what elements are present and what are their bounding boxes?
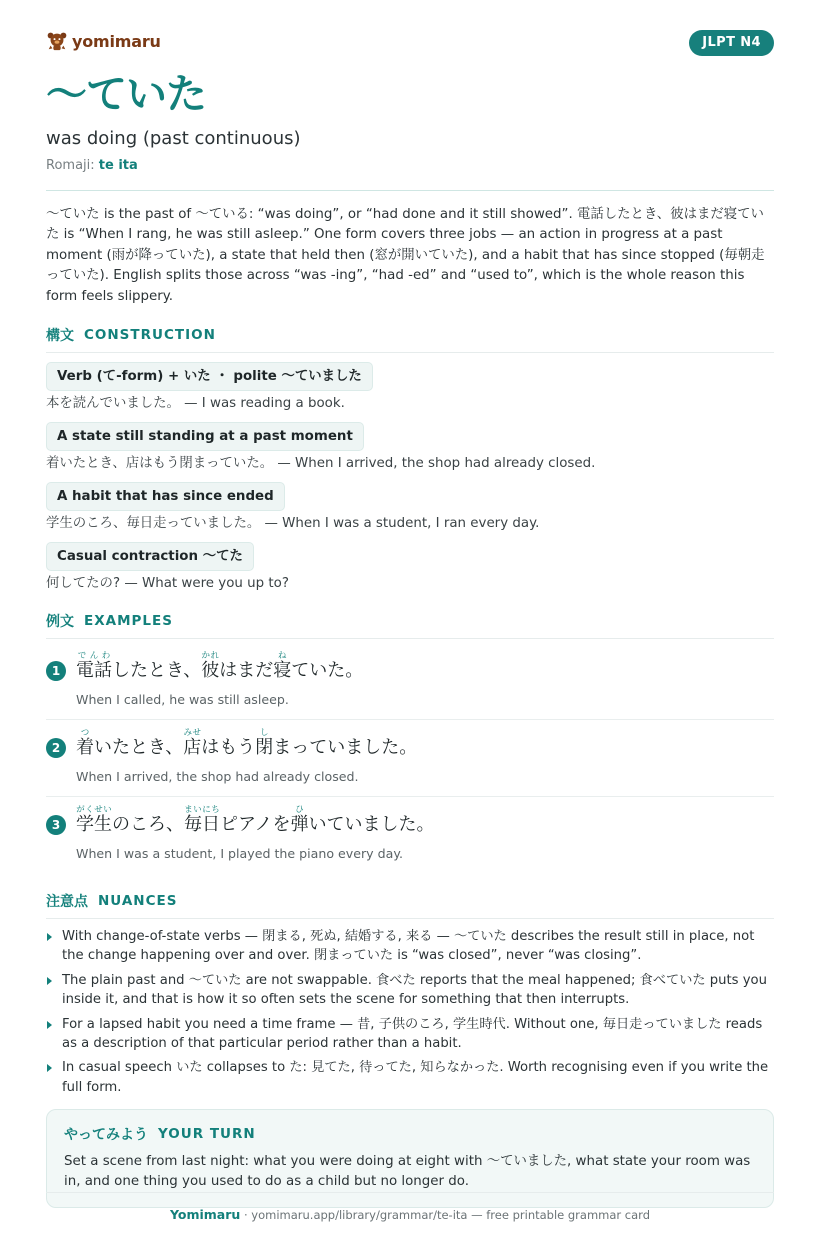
sentence-text: ていた。 <box>291 660 364 682</box>
your-turn-heading-jp: やってみよう <box>64 1127 148 1144</box>
examples-list <box>46 643 774 873</box>
sentence-text: いたとき、 <box>94 737 184 759</box>
arrow-bullet-icon <box>47 933 52 941</box>
furigana-reading: まいにち <box>184 805 220 816</box>
nuance-text: The plain past and 〜ていた are not swappable. 食べた reports that the meal happened; 食べていた puts you inside it, and that is how it so often sets the scene for something that then interrupts. <box>62 972 767 1008</box>
examples-heading <box>46 611 774 639</box>
construction-heading-en: CONSTRUCTION <box>84 327 216 344</box>
furigana-word: 毎日まいにち <box>184 805 220 836</box>
nuance-text: For a lapsed habit you need a time frame — 昔, 子供のころ, 学生時代. Without one, 毎日走っていました reads as a description of that particular period rather than a habit. <box>62 1016 763 1052</box>
your-turn-text: Set a scene from last night: what you were doing at eight with 〜ていました, what state your room was in, and one thing you used to do as a child but no longer do. <box>64 1154 751 1189</box>
construction-pattern: A habit that has since ended <box>46 482 285 511</box>
furigana-word: 店みせ <box>183 728 202 759</box>
nuances-heading-jp: 注意点 <box>46 894 88 911</box>
nuance-text: With change-of-state verbs — 閉まる, 死ぬ, 結婚する, 来る — 〜ていた describes the result still in place, not the change happening over and over. 閉まっていた is “was closed”, never “was closing”. <box>62 929 755 964</box>
furigana-reading: かれ <box>201 651 220 662</box>
furigana-word: 着つ <box>76 728 94 759</box>
furigana-reading: ね <box>273 651 292 662</box>
nuance-item <box>46 971 774 1010</box>
construction-item <box>46 422 774 473</box>
arrow-bullet-icon <box>47 1064 52 1072</box>
arrow-bullet-icon <box>47 1021 52 1029</box>
bear-mascot-icon <box>46 30 68 52</box>
example-translation: When I was a student, I played the piano every day. <box>76 846 403 862</box>
example-item <box>46 720 774 797</box>
nuances-list <box>46 927 774 1097</box>
footer-text[interactable]: · yomimaru.app/library/grammar/te-ita — free printable grammar card <box>243 1208 650 1222</box>
furigana-reading: つ <box>76 728 94 739</box>
construction-example: 本を読んでいました。 — I was reading a book. <box>46 396 345 412</box>
intro-paragraph: 〜ていた is the past of 〜ている: “was doing”, or “had done and it still showed”. 電話したとき、彼はまだ寝ていた is “When I rang, he was still asleep.” One form covers three jobs — an action in progress at a past moment (雨が降っていた), a state that held then (窓が開いていた), and a habit that has since stopped (毎朝走っていた). English splits those across “was -ing”, “had -ed” and “used to”, which is the whole reason this form feels slippery. <box>46 207 765 304</box>
sentence-text: いていました。 <box>308 814 435 836</box>
furigana-reading: でんわ <box>76 651 112 662</box>
level-badge: JLPT N4 <box>689 30 774 56</box>
footer <box>46 1192 774 1222</box>
your-turn-heading-en: YOUR TURN <box>158 1126 256 1143</box>
construction-item <box>46 362 774 413</box>
divider <box>46 190 774 191</box>
example-translation: When I called, he was still asleep. <box>76 692 289 708</box>
furigana-word: 電話でんわ <box>76 651 112 682</box>
romaji-value: te ita <box>98 158 138 173</box>
example-number: 2 <box>46 738 66 758</box>
example-translation: When I arrived, the shop had already closed. <box>76 769 359 785</box>
construction-pattern: Verb (て-form) + いた ・ polite 〜ていました <box>46 362 373 391</box>
furigana-reading: がくせい <box>76 805 112 816</box>
sentence-text: はもう <box>201 737 256 759</box>
nuance-text: In casual speech いた collapses to た: 見てた, 待ってた, 知らなかった. Worth recognising even if you write the full form. <box>62 1060 769 1095</box>
arrow-bullet-icon <box>47 977 52 985</box>
sentence-text: はまだ <box>219 660 274 682</box>
furigana-word: 閉し <box>255 728 274 759</box>
nuances-heading <box>46 891 774 919</box>
your-turn-heading <box>64 1124 756 1144</box>
example-item <box>46 643 774 720</box>
example-japanese <box>76 728 774 766</box>
furigana-word: 弾ひ <box>290 805 309 836</box>
sentence-text: のころ、 <box>112 814 184 836</box>
sentence-text: ピアノを <box>220 814 291 836</box>
example-japanese <box>76 805 774 843</box>
nuance-item <box>46 1058 774 1097</box>
construction-example: 何してたの? — What were you up to? <box>46 576 289 592</box>
meaning-subtitle: was doing (past continuous) <box>46 128 301 149</box>
example-number: 1 <box>46 661 66 681</box>
nuance-item <box>46 927 774 966</box>
example-japanese <box>76 651 774 689</box>
footer-brand[interactable]: Yomimaru <box>169 1207 241 1222</box>
brand-name: yomimaru <box>72 31 161 51</box>
nuance-item <box>46 1015 774 1054</box>
example-number: 3 <box>46 815 66 835</box>
header <box>46 0 774 58</box>
example-item <box>46 797 774 873</box>
nuances-heading-en: NUANCES <box>98 893 178 910</box>
sentence-text: したとき、 <box>112 660 202 682</box>
construction-example: 着いたとき、店はもう閉まっていた。 — When I arrived, the shop had already closed. <box>46 456 596 472</box>
page-title: 〜ていた <box>46 70 206 118</box>
construction-item <box>46 542 774 593</box>
construction-list <box>46 362 774 593</box>
furigana-reading: みせ <box>183 728 202 739</box>
romaji-line <box>46 157 774 175</box>
brand-logo[interactable] <box>46 30 161 52</box>
furigana-reading: し <box>255 728 274 739</box>
construction-pattern: Casual contraction 〜てた <box>46 542 254 571</box>
furigana-reading: ひ <box>290 805 309 816</box>
examples-heading-jp: 例文 <box>46 614 74 631</box>
construction-example: 学生のころ、毎日走っていました。 — When I was a student, I ran every day. <box>46 516 540 532</box>
furigana-word: 寝ね <box>273 651 292 682</box>
construction-heading <box>46 325 774 353</box>
examples-heading-en: EXAMPLES <box>84 613 173 630</box>
construction-item <box>46 482 774 533</box>
sentence-text: まっていました。 <box>273 737 418 759</box>
furigana-word: 学生がくせい <box>76 805 112 836</box>
construction-heading-jp: 構文 <box>46 328 74 345</box>
romaji-label: Romaji: <box>46 158 95 173</box>
furigana-word: 彼かれ <box>201 651 220 682</box>
construction-pattern: A state still standing at a past moment <box>46 422 364 451</box>
